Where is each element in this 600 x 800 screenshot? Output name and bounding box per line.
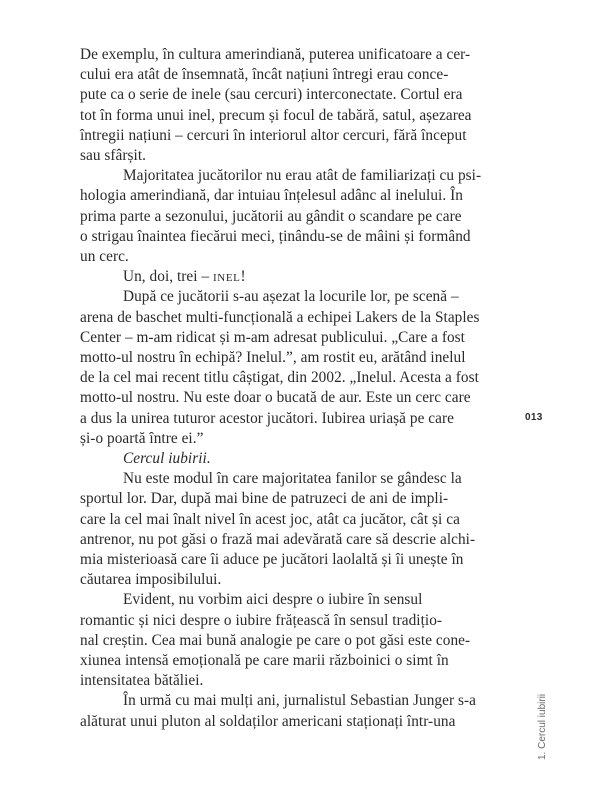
text-line: Nu este modul în care majoritatea fanilor se gândesc la — [123, 470, 462, 488]
text-line: a dus la unirea tuturor acestor jucători. Iubirea uriașă pe care — [80, 409, 454, 427]
text-line: mia misterioasă care îi aduce pe jucători laolaltă și îi unește în — [80, 551, 464, 568]
text-line: motto-ul nostru în echipă? Inelul.”, am rostit eu, arătând inelul — [80, 349, 466, 366]
text-line: intensitatea bătăliei. — [80, 672, 204, 690]
chant-word-inel: inel — [213, 268, 241, 286]
running-head: 1. Cercul iubirii — [537, 693, 548, 760]
text-line: antrenor, nu pot găsi o frază mai adevărată care să descrie alchi- — [80, 530, 476, 548]
text-line: un cerc. — [80, 248, 129, 265]
text-line: sau sfârșit. — [80, 147, 147, 164]
chant-text: Un, doi, trei – — [123, 268, 214, 286]
text-line: nal creștin. Cea mai bună analogie pe care o pot găsi este cone- — [80, 631, 471, 649]
text-line: pute ca o serie de inele (sau cercuri) interconectate. Cortul era — [80, 86, 463, 104]
text-line: alăturat unui pluton al soldaților americani staționați într-una — [80, 712, 456, 730]
text-line: arena de baschet multi-funcțională a echipei Lakers de la Staples — [80, 308, 480, 326]
text-line: căutarea imposibilului. — [80, 571, 222, 589]
chant-punct: ! — [240, 268, 246, 286]
text-line: Evident, nu vorbim aici despre o iubire în sensul — [123, 591, 423, 609]
text-line: prima parte a sezonului, jucătorii au gândit o scandare pe care — [80, 207, 462, 225]
text-line: sportul lor. Dar, după mai bine de patruzeci de ani de impli- — [80, 490, 449, 508]
page-number: 013 — [525, 412, 543, 423]
text-line: În urmă cu mai mulți ani, jurnalistul Sebastian Junger s-a — [123, 692, 476, 710]
text-line: tot în forma unui inel, precum și focul de tabără, satul, așezarea — [80, 106, 472, 124]
text-line: de la cel mai recent titlu câștigat, din 2002. „Inelul. Acesta a fost — [80, 369, 479, 387]
text-line: motto-ul nostru. Nu este doar o bucată de aur. Este un cerc care — [80, 389, 471, 407]
text-line: și-o poartă între ei.” — [80, 429, 204, 447]
text-line: De exemplu, în cultura amerindiană, puterea unificatoare a cer- — [80, 46, 471, 63]
text-line: romantic și nici despre o iubire frățească în sensul tradițio- — [80, 611, 443, 629]
chant-line — [123, 268, 246, 286]
text-line: o strigau înaintea fiecărui meci, ținându-se de mâini și formând — [80, 227, 471, 245]
text-line: Majoritatea jucătorilor nu erau atât de familiarizați cu psi- — [123, 167, 482, 185]
text-line: xiunea intensă emoțională pe care marii războinici o simt în — [80, 652, 449, 669]
italic-line: Cercul iubirii. — [123, 450, 211, 467]
text-line: hologia amerindiană, dar intuiau înțelesul adânc al inelului. În — [80, 187, 463, 205]
text-line: care la cel mai înalt nivel în acest joc, atât ca jucător, cât și ca — [80, 510, 460, 528]
text-line: întregii națiuni – cercuri în interiorul altor cercuri, fără început — [80, 126, 467, 144]
text-line: cului era atât de însemnată, încât națiuni întregi erau conce- — [80, 66, 449, 84]
text-line: Center – m-am ridicat și m-am adresat publicului. „Care a fost — [80, 328, 465, 346]
text-line: După ce jucătorii s-au așezat la locurile lor, pe scenă – — [123, 288, 459, 306]
